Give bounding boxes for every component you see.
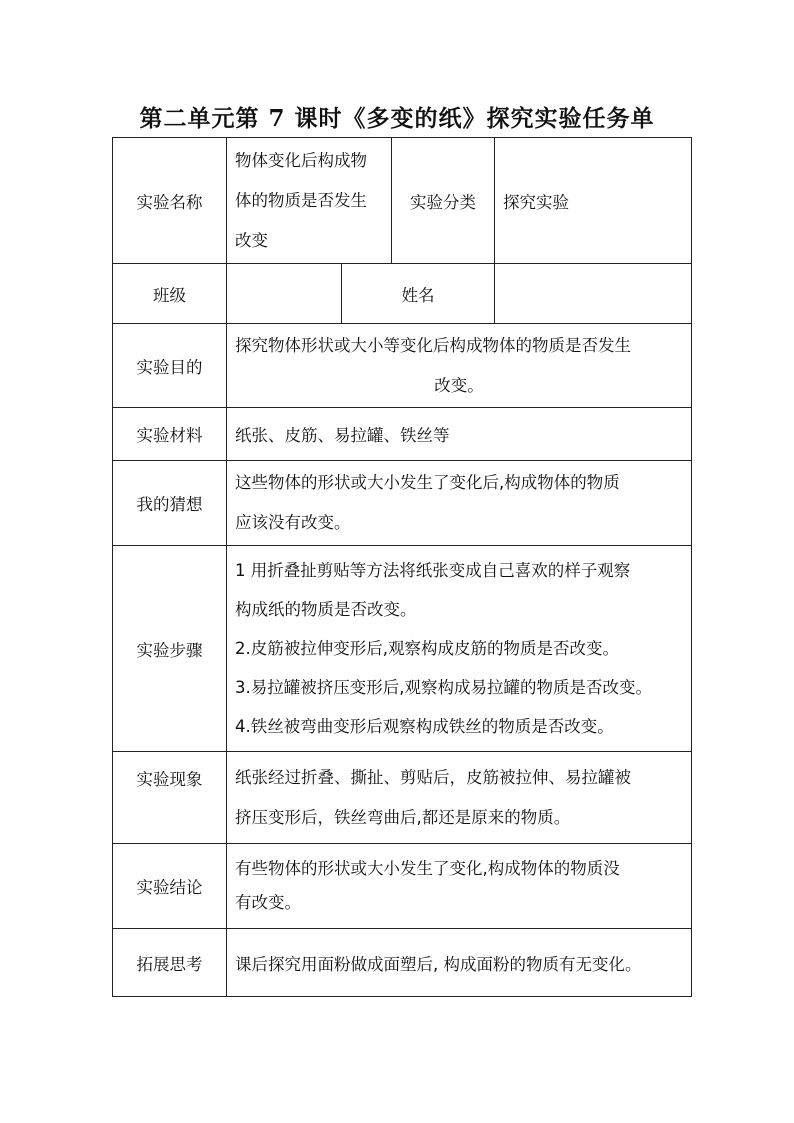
row-extension xyxy=(113,929,692,997)
conclusion-line: 有些物体的形状或大小发生了变化,构成物体的物质没 xyxy=(235,859,620,878)
experiment-name-line: 体的物质是否发生 xyxy=(235,190,367,210)
task-sheet-table xyxy=(112,137,692,997)
page-title: 第二单元第 7 课时《多变的纸》探究实验任务单 xyxy=(139,105,655,132)
purpose-line: 探究物体形状或大小等变化后构成物体的物质是否发生 xyxy=(235,335,631,355)
phenomenon-value xyxy=(227,752,692,844)
label-student-name: 姓名 xyxy=(342,264,495,324)
experiment-name-line: 物体变化后构成物 xyxy=(235,150,367,170)
experiment-name-line: 改变 xyxy=(235,230,268,250)
label-extension: 拓展思考 xyxy=(113,929,227,997)
purpose-value xyxy=(227,324,692,408)
step-line: 4.铁丝被弯曲变形后观察构成铁丝的物质是否改变。 xyxy=(235,717,614,736)
experiment-name-value xyxy=(227,138,392,264)
label-phenomenon: 实验现象 xyxy=(113,752,227,844)
hypothesis-line: 这些物体的形状或大小发生了变化后,构成物体的物质 xyxy=(235,473,620,492)
conclusion-value xyxy=(227,844,692,929)
row-phenomenon xyxy=(113,752,692,844)
steps-value xyxy=(227,546,692,752)
label-experiment-category: 实验分类 xyxy=(392,138,495,264)
row-experiment-name xyxy=(113,138,692,264)
label-class: 班级 xyxy=(113,264,227,324)
phenomenon-line: 挤压变形后，铁丝弯曲后,都还是原来的物质。 xyxy=(235,807,571,827)
label-experiment-name: 实验名称 xyxy=(113,138,227,264)
step-line: 2.皮筋被拉伸变形后,观察构成皮筋的物质是否改变。 xyxy=(235,639,619,658)
step-line: 3.易拉罐被挤压变形后,观察构成易拉罐的物质是否改变。 xyxy=(235,678,652,697)
materials-value: 纸张、皮筋、易拉罐、铁丝等 xyxy=(227,408,692,461)
hypothesis-line: 应该没有改变。 xyxy=(235,513,351,532)
row-steps xyxy=(113,546,692,752)
phenomenon-line: 纸张经过折叠、撕扯、剪贴后，皮筋被拉伸、易拉罐被 xyxy=(235,767,631,787)
extension-value: 课后探究用面粉做成面塑后, 构成面粉的物质有无变化。 xyxy=(227,929,692,997)
row-materials xyxy=(113,408,692,461)
hypothesis-value xyxy=(227,461,692,546)
row-conclusion xyxy=(113,844,692,929)
label-steps: 实验步骤 xyxy=(113,546,227,752)
step-line: 构成纸的物质是否改变。 xyxy=(235,600,417,619)
step-line: 1 用折叠扯剪贴等方法将纸张变成自己喜欢的样子观察 xyxy=(235,561,631,580)
label-materials: 实验材料 xyxy=(113,408,227,461)
purpose-line: 改变。 xyxy=(434,375,484,395)
class-field[interactable] xyxy=(227,264,342,324)
row-purpose xyxy=(113,324,692,408)
label-conclusion: 实验结论 xyxy=(113,844,227,929)
row-hypothesis xyxy=(113,461,692,546)
student-name-field[interactable] xyxy=(495,264,692,324)
label-hypothesis: 我的猜想 xyxy=(113,461,227,546)
experiment-category-value: 探究实验 xyxy=(495,138,692,264)
row-student-info xyxy=(113,264,692,324)
label-purpose: 实验目的 xyxy=(113,324,227,408)
conclusion-line: 有改变。 xyxy=(235,893,301,912)
